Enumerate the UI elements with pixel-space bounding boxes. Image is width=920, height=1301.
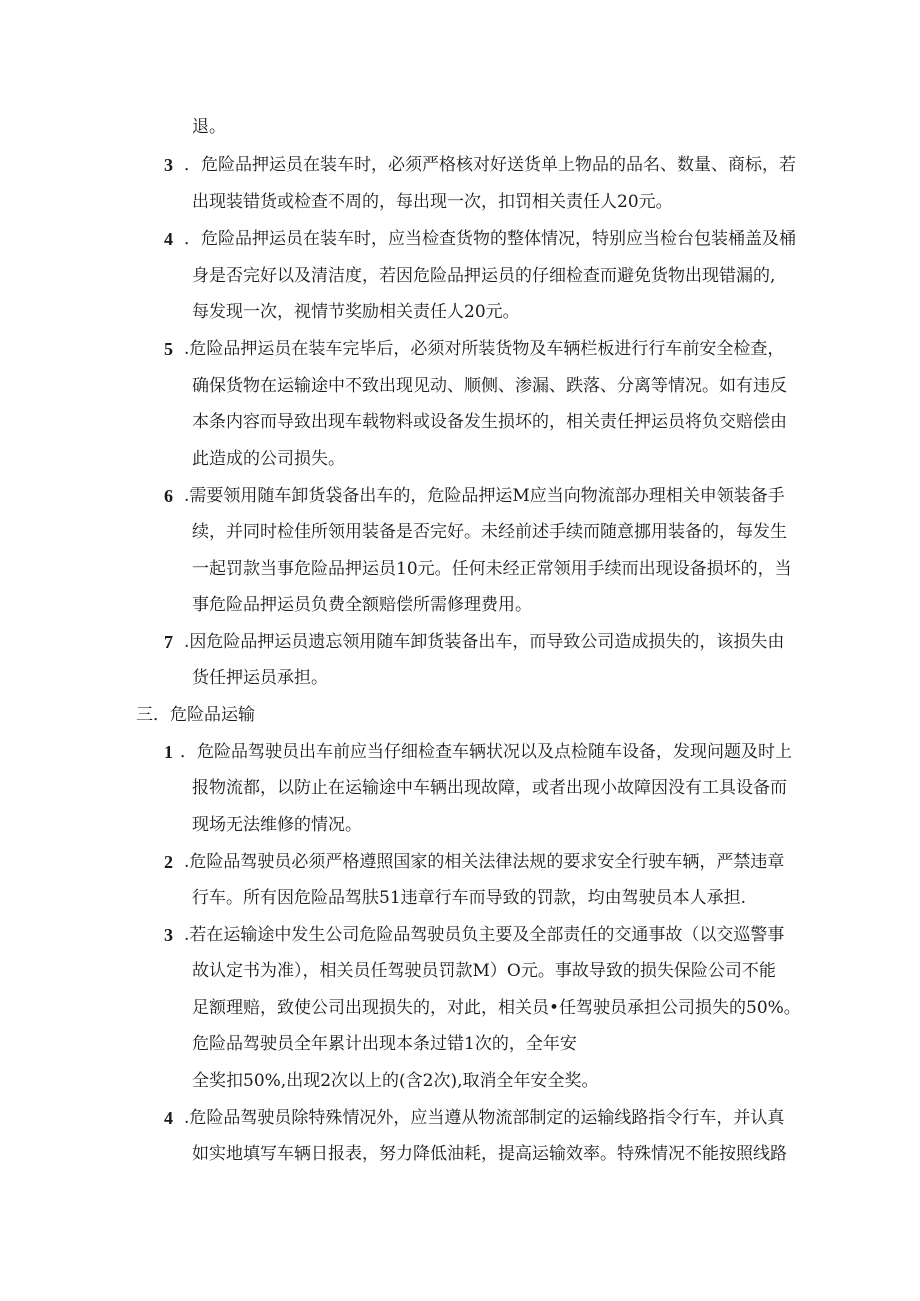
item-text-line: 事危险品押运员负费全额赔偿所需修理费用。 — [192, 595, 532, 615]
item-text-line: .危险品驾驶员除特殊情况外，应当遵从物流部制定的运输线路指令行车，并认真 — [184, 1108, 785, 1128]
item-text-line: 续，并同时检佳所领用装备是否完好。未经前述手续而随意挪用装备的，每发生 — [192, 522, 787, 542]
item-text-line: 报物流都，以防止在运输途中车辆出现故障，或者出现小故障因没有工具设备而 — [192, 778, 787, 798]
item-text-line: ．危险品押运员在装车时，应当检查货物的整体情况，特别应当检台包装桶盖及桶 — [184, 229, 796, 249]
item-text-line: .危险品驾驶员必须严格遵照国家的相关法律法规的要求安全行驶车辆，严禁违章 — [184, 852, 785, 872]
item-number: 7 — [164, 632, 173, 652]
item-number: 4 — [164, 229, 173, 249]
item-text-line: .危险品押运员在装车完毕后，必须对所装货物及车辆栏板进行行车前安全检查， — [184, 339, 785, 359]
item-text-line: 本条内容而导致出现车载物料或设备发生损坏的，相关责任押运员将负交赔偿由 — [192, 412, 787, 432]
item-text-line: 货任押运员承担。 — [192, 668, 328, 688]
item-text-line: 如实地填写车辆日报表，努力降低油耗，提高运输效率。特殊情况不能按照线路 — [192, 1144, 787, 1164]
item-text-line: 确保货物在运输途中不致出现见动、顺侧、渗漏、跌落、分离等情况。如有违反 — [192, 376, 787, 396]
item-text-line: 一起罚款当事危险品押运员10元。任何未经正常领用手续而出现设备损坏的，当 — [192, 559, 792, 579]
continuation-text: 退。 — [192, 117, 226, 137]
item-text-line: .因危险品押运员遗忘领用随车卸货装备出车，而导致公司造成损失的，该损失由 — [184, 632, 785, 652]
item-text-line: 出现装错货或检查不周的，每出现一次，扣罚相关责任人20元。 — [192, 192, 673, 212]
item-text-line: 足额理赔，致使公司出现损失的，对此，相关员•任驾驶员承担公司损失的50%。 — [192, 998, 801, 1018]
item-text-line: .若在运输途中发生公司危险品驾驶员负主要及全部责任的交通事故（以交巡警事 — [184, 925, 785, 945]
item-number: 3 — [164, 155, 173, 175]
section-heading: 三．危险品运输 — [136, 705, 255, 725]
item-number: 4 — [164, 1108, 173, 1128]
item-number: 3 — [164, 925, 173, 945]
item-text-line: .需要领用随车卸货袋备出车的，危险品押运M应当向物流部办理相关申领装备手 — [184, 486, 785, 506]
item-number: 1 — [164, 742, 173, 762]
item-number: 2 — [164, 852, 173, 872]
item-text-line: 现场无法维修的情况。 — [192, 815, 362, 835]
item-number: 6 — [164, 486, 173, 506]
item-text-line: 行车。所有因危险品驾肤51违章行车而导致的罚款，均由驾驶员本人承担. — [192, 888, 747, 908]
item-text-line: 故认定书为准），相关员任驾驶员罚款M）O元。事故导致的损失保险公司不能 — [192, 961, 776, 981]
item-text-line: 每发现一次，视情节奖励相关责任人20元。 — [192, 302, 520, 322]
item-number: 5 — [164, 339, 173, 359]
item-text-line: 危险品驾驶员全年累计出现本条过错1次的，全年安 — [192, 1034, 577, 1054]
item-text-line: 全奖扣50%,出现2次以上的(含2次),取消全年安全奖。 — [192, 1071, 599, 1091]
item-text-line: ．危险品押运员在装车时，必须严格核对好送货单上物品的品名、数量、商标，若 — [184, 155, 796, 175]
item-text-line: ．危险品驾驶员出车前应当仔细检查车辆状况以及点检随车设备，发现问题及时上 — [180, 742, 792, 762]
item-text-line: 身是否完好以及清洁度，若因危险品押运员的仔细检查而避免货物出现错漏的, — [192, 266, 776, 286]
item-text-line: 此造成的公司损失。 — [192, 449, 345, 469]
